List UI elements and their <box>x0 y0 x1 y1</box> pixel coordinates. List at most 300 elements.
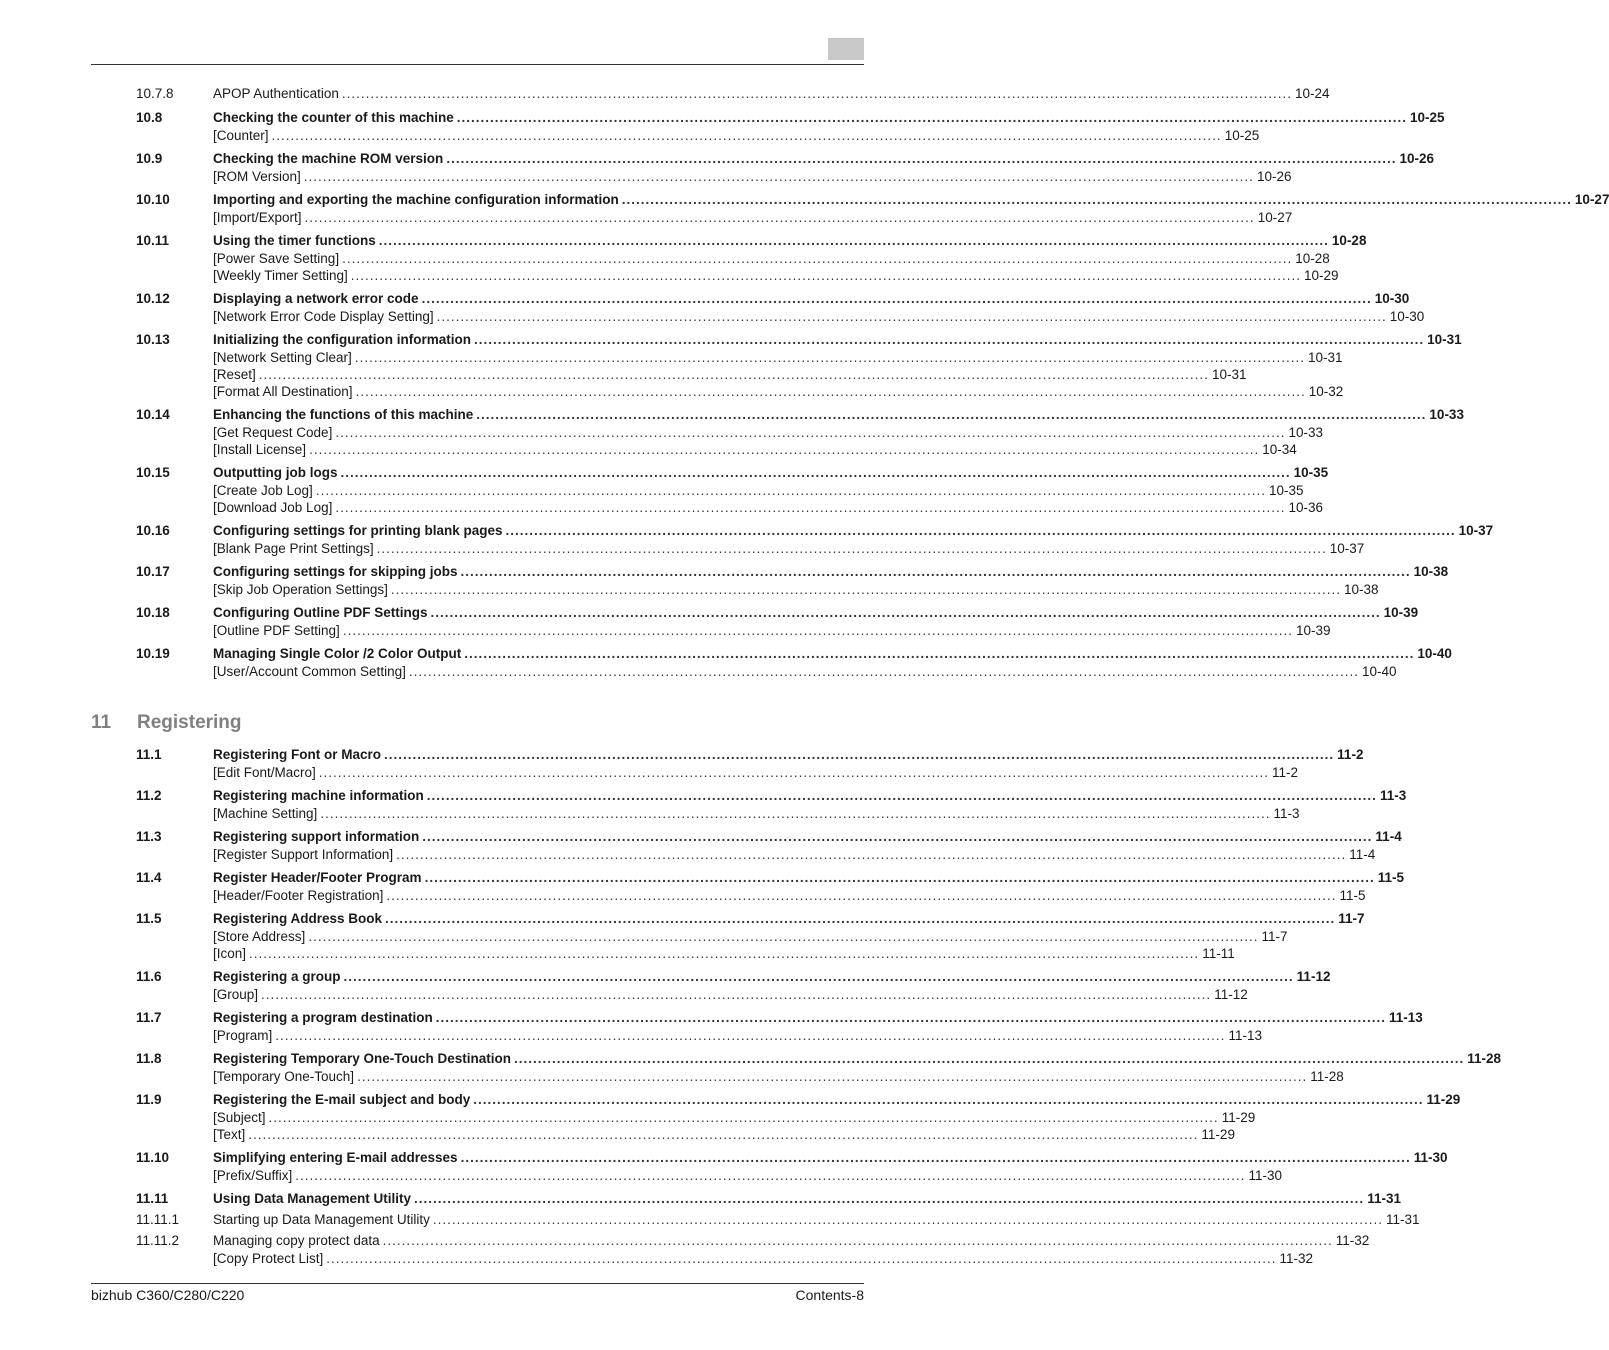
toc-leader-dots: ........................................................................................................................................................................................................ <box>446 151 1397 166</box>
toc-entry-page: 11-28 <box>1467 1051 1501 1066</box>
toc-entry-page: 11-30 <box>1248 1168 1282 1183</box>
header-rule <box>91 64 864 65</box>
toc-entry-line <box>213 267 1339 284</box>
toc-subentry[interactable] <box>91 250 1330 267</box>
toc-entry-line <box>213 1109 1256 1126</box>
toc-entry-line <box>213 1190 1401 1208</box>
toc-entry-title: [ROM Version] <box>213 169 301 184</box>
toc-entry-title: Using Data Management Utility <box>213 1191 412 1206</box>
toc-entry-number: 10.11 <box>136 233 170 248</box>
toc-entry-title: Checking the counter of this machine <box>213 110 454 125</box>
toc-entry-title: [Weekly Timer Setting] <box>213 268 348 283</box>
toc-entry-title: [Blank Page Print Settings] <box>213 541 374 556</box>
toc-entry[interactable] <box>91 968 1331 986</box>
toc-entry-number: 10.12 <box>136 291 170 306</box>
toc-entry-page: 11-3 <box>1379 788 1407 803</box>
toc-entry[interactable] <box>91 1232 1370 1250</box>
toc-entry-page: 11-31 <box>1367 1191 1401 1206</box>
toc-entry-number: 11.6 <box>136 969 162 984</box>
toc-subentry[interactable] <box>91 1109 1256 1126</box>
toc-entry-title: [Copy Protect List] <box>213 1251 324 1266</box>
toc-entry-page: 11-11 <box>1202 946 1235 961</box>
chapter-heading <box>91 706 864 736</box>
toc-entry-page: 11-4 <box>1375 829 1402 844</box>
toc-entry-number: 10.9 <box>136 151 163 166</box>
toc-entry-line <box>213 805 1300 822</box>
toc-entry-title: Managing Single Color /2 Color Output <box>213 646 462 661</box>
toc-entry-line <box>213 85 1330 103</box>
toc-entry-title: Registering support information <box>213 829 420 844</box>
toc-entry-title: Registering a program destination <box>213 1010 433 1025</box>
toc-entry-line <box>213 290 1410 308</box>
toc-leader-dots: ........................................................................................................................................................................................................ <box>248 1127 1199 1142</box>
toc-entry-title: Starting up Data Management Utility <box>213 1212 430 1227</box>
toc-entry[interactable] <box>91 406 1464 424</box>
toc-entry[interactable] <box>91 191 1609 209</box>
toc-entry[interactable] <box>91 464 1329 482</box>
toc-leader-dots: ........................................................................................................................................................................................................ <box>343 969 1294 984</box>
toc-entry[interactable] <box>91 85 1330 103</box>
toc-entry-number: 10.14 <box>136 407 170 422</box>
toc-entry-page: 11-7 <box>1261 929 1288 944</box>
toc-entry-number: 10.10 <box>136 192 170 207</box>
toc-subentry[interactable] <box>91 846 1376 863</box>
toc-entry-line <box>213 887 1366 904</box>
toc-entry-line <box>213 645 1452 663</box>
toc-leader-dots: ........................................................................................................................................................................................................ <box>424 870 1375 885</box>
toc-entry-number: 11.9 <box>136 1092 162 1107</box>
toc-entry-line <box>213 1068 1344 1085</box>
toc-entry-number: 11.3 <box>136 829 162 844</box>
toc-entry-page: 10-31 <box>1307 350 1343 365</box>
toc-entry-line <box>213 563 1449 581</box>
toc-section-11 <box>91 746 1501 1267</box>
toc-entry-page: 10-35 <box>1268 483 1304 498</box>
toc-leader-dots: ........................................................................................................................................................................................................ <box>473 332 1425 347</box>
toc-subentry[interactable] <box>91 267 1339 284</box>
toc-entry-title: [Subject] <box>213 1110 266 1125</box>
toc-leader-dots: ........................................................................................................................................................................................................ <box>422 829 1373 844</box>
toc-entry-line <box>213 928 1288 945</box>
footer-rule <box>91 1283 864 1284</box>
toc-leader-dots: ........................................................................................................................................................................................................ <box>261 987 1212 1002</box>
toc-leader-dots: ........................................................................................................................................................................................................ <box>384 747 1335 762</box>
toc-subentry[interactable] <box>91 127 1260 144</box>
toc-entry-page: 10-27 <box>1574 192 1609 207</box>
toc-leader-dots: ........................................................................................................................................................................................................ <box>414 1191 1365 1206</box>
toc-entry[interactable] <box>91 290 1410 308</box>
toc-entry-line <box>213 150 1434 168</box>
toc-entry-title: [Get Request Code] <box>213 425 333 440</box>
toc-entry-page: 11-5 <box>1339 888 1366 903</box>
toc-leader-dots: ........................................................................................................................................................................................................ <box>390 582 1342 597</box>
toc-subentry[interactable] <box>91 945 1235 962</box>
toc-entry-title: [Skip Job Operation Settings] <box>213 582 388 597</box>
toc-leader-dots: ........................................................................................................................................................................................................ <box>385 911 1336 926</box>
toc-entry-title: Registering Temporary One-Touch Destination <box>213 1051 512 1066</box>
toc-entry-title: [Store Address] <box>213 929 306 944</box>
toc-entry-page: 11-13 <box>1388 1010 1423 1025</box>
toc-entry-title: Configuring settings for skipping jobs <box>213 564 458 579</box>
toc-leader-dots: ........................................................................................................................................................................................................ <box>315 483 1266 498</box>
toc-entry-page: 11-5 <box>1377 870 1404 885</box>
toc-entry-page: 10-40 <box>1417 646 1452 661</box>
toc-entry-line <box>213 622 1331 639</box>
toc-entry-title: [Download Job Log] <box>213 500 333 515</box>
toc-entry-title: [Install License] <box>213 442 307 457</box>
toc-entry-line <box>213 331 1462 349</box>
toc-entry-page: 11-3 <box>1273 806 1300 821</box>
toc-entry-page: 10-39 <box>1295 623 1331 638</box>
toc-subentry[interactable] <box>91 1250 1313 1267</box>
toc-entry-number: 10.15 <box>136 465 170 480</box>
toc-entry[interactable] <box>91 869 1404 887</box>
toc-entry-line <box>213 424 1324 441</box>
toc-leader-dots: ........................................................................................................................................................................................................ <box>386 888 1337 903</box>
toc-entry[interactable] <box>91 787 1407 805</box>
toc-leader-dots: ........................................................................................................................................................................................................ <box>340 465 1291 480</box>
toc-entry-page: 10-35 <box>1293 465 1329 480</box>
toc-entry-number: 10.16 <box>136 523 170 538</box>
toc-entry-page: 10-36 <box>1288 500 1324 515</box>
toc-entry-page: 11-31 <box>1386 1212 1420 1227</box>
toc-leader-dots: ........................................................................................................................................................................................................ <box>258 367 1209 382</box>
toc-entry-page: 10-39 <box>1383 605 1419 620</box>
toc-leader-dots: ........................................................................................................................................................................................................ <box>342 251 1293 266</box>
toc-subentry[interactable] <box>91 1126 1235 1143</box>
toc-entry-number: 11.11 <box>136 1191 169 1206</box>
toc-leader-dots: ........................................................................................................................................................................................................ <box>309 442 1260 457</box>
toc-entry-line <box>213 109 1445 127</box>
toc-entry-title: [Outline PDF Setting] <box>213 623 340 638</box>
toc-entry-title: [Create Job Log] <box>213 483 313 498</box>
toc-leader-dots: ........................................................................................................................................................................................................ <box>249 946 1200 961</box>
toc-entry-number: 10.19 <box>136 646 170 661</box>
toc-entry[interactable] <box>91 522 1494 540</box>
toc-entry-page: 10-40 <box>1362 664 1397 679</box>
toc-entry-page: 11-28 <box>1310 1069 1344 1084</box>
toc-leader-dots: ........................................................................................................................................................................................................ <box>271 128 1222 143</box>
toc-entry[interactable] <box>91 150 1434 168</box>
toc-leader-dots: ........................................................................................................................................................................................................ <box>326 1251 1277 1266</box>
toc-leader-dots: ........................................................................................................................................................................................................ <box>456 110 1407 125</box>
toc-entry-page: 10-32 <box>1308 384 1344 399</box>
toc-subentry[interactable] <box>91 1068 1344 1085</box>
toc-entry-line <box>213 1167 1282 1184</box>
toc-entry-line <box>213 1211 1420 1229</box>
toc-entry-line <box>213 522 1494 540</box>
toc-entry-title: Using the timer functions <box>213 233 376 248</box>
toc-section-10 <box>91 85 1609 680</box>
toc-leader-dots: ........................................................................................................................................................................................................ <box>378 233 1329 248</box>
toc-entry-line <box>213 828 1402 846</box>
toc-subentry[interactable] <box>91 928 1288 945</box>
toc-entry-number: 10.8 <box>136 110 163 125</box>
toc-entry[interactable] <box>91 1050 1501 1068</box>
toc-entry-number: 10.7.8 <box>136 86 174 101</box>
toc-entry[interactable] <box>91 232 1367 250</box>
toc-entry-line <box>213 308 1425 325</box>
toc-leader-dots: ........................................................................................................................................................................................................ <box>514 1051 1465 1066</box>
toc-entry-line <box>213 846 1376 863</box>
toc-subentry[interactable] <box>91 209 1293 226</box>
toc-entry-page: 10-26 <box>1256 169 1292 184</box>
toc-entry-line <box>213 1009 1423 1027</box>
toc-entry-title: Simplifying entering E-mail addresses <box>213 1150 458 1165</box>
toc-entry-page: 10-28 <box>1295 251 1330 266</box>
toc-entry-title: [Reset] <box>213 367 256 382</box>
toc-entry-title: [Machine Setting] <box>213 806 318 821</box>
toc-entry-line <box>213 787 1407 805</box>
toc-entry-title: [Register Support Information] <box>213 847 394 862</box>
toc-entry-title: Configuring settings for printing blank pages <box>213 523 503 538</box>
toc-entry-line <box>213 250 1330 267</box>
toc-entry-page: 11-29 <box>1426 1092 1461 1107</box>
toc-leader-dots: ........................................................................................................................................................................................................ <box>505 523 1456 538</box>
table-of-contents <box>91 85 1609 1267</box>
toc-leader-dots: ........................................................................................................................................................................................................ <box>460 1150 1411 1165</box>
toc-entry-line <box>213 482 1304 499</box>
toc-leader-dots: ........................................................................................................................................................................................................ <box>341 86 1292 101</box>
toc-leader-dots: ........................................................................................................................................................................................................ <box>342 623 1293 638</box>
toc-entry-number: 11.10 <box>136 1150 170 1165</box>
toc-entry-page: 10-34 <box>1262 442 1297 457</box>
toc-entry-page: 10-30 <box>1374 291 1410 306</box>
toc-entry-title: Initializing the configuration information <box>213 332 471 347</box>
toc-leader-dots: ........................................................................................................................................................................................................ <box>464 646 1415 661</box>
toc-leader-dots: ........................................................................................................................................................................................................ <box>460 564 1411 579</box>
toc-entry-title: Register Header/Footer Program <box>213 870 422 885</box>
toc-entry-line <box>213 349 1343 366</box>
toc-leader-dots: ........................................................................................................................................................................................................ <box>335 500 1286 515</box>
toc-subentry[interactable] <box>91 581 1379 598</box>
toc-entry-title: [Group] <box>213 987 259 1002</box>
toc-entry-number: 11.8 <box>136 1051 162 1066</box>
toc-entry-number: 11.11.2 <box>136 1233 180 1248</box>
toc-entry-line <box>213 1027 1262 1044</box>
toc-entry-number: 10.13 <box>136 332 170 347</box>
chapter-number: 11 <box>91 712 112 733</box>
toc-leader-dots: ........................................................................................................................................................................................................ <box>382 1233 1333 1248</box>
toc-entry-title: [Edit Font/Macro] <box>213 765 316 780</box>
toc-leader-dots: ........................................................................................................................................................................................................ <box>473 1092 1424 1107</box>
chapter-title: Registering <box>137 712 242 733</box>
header-tab-marker <box>828 38 864 60</box>
toc-entry-line <box>213 1149 1448 1167</box>
toc-entry-page: 10-31 <box>1427 332 1462 347</box>
toc-entry-number: 11.5 <box>136 911 162 926</box>
toc-entry-line <box>213 764 1298 781</box>
toc-entry-page: 11-2 <box>1337 747 1364 762</box>
footer-page-number: Contents-8 <box>795 1287 864 1303</box>
toc-entry-line <box>213 1126 1235 1143</box>
toc-entry[interactable] <box>91 746 1364 764</box>
toc-entry-title: Managing copy protect data <box>213 1233 380 1248</box>
toc-entry-line <box>213 1250 1313 1267</box>
toc-leader-dots: ........................................................................................................................................................................................................ <box>350 268 1301 283</box>
toc-entry-title: [Prefix/Suffix] <box>213 1168 293 1183</box>
toc-entry-line <box>213 1050 1501 1068</box>
toc-subentry[interactable] <box>91 349 1343 366</box>
toc-entry-page: 10-29 <box>1303 268 1339 283</box>
toc-entry[interactable] <box>91 109 1445 127</box>
toc-entry-title: [User/Account Common Setting] <box>213 664 406 679</box>
toc-leader-dots: ........................................................................................................................................................................................................ <box>476 407 1427 422</box>
toc-entry-page: 10-24 <box>1295 86 1330 101</box>
toc-entry[interactable] <box>91 828 1402 846</box>
toc-entry-page: 10-33 <box>1429 407 1464 422</box>
toc-entry-title: APOP Authentication <box>213 86 339 101</box>
toc-leader-dots: ........................................................................................................................................................................................................ <box>308 929 1259 944</box>
toc-leader-dots: ........................................................................................................................................................................................................ <box>421 291 1372 306</box>
toc-entry-line <box>213 604 1419 622</box>
toc-entry-page: 10-25 <box>1409 110 1445 125</box>
toc-entry-page: 10-27 <box>1257 210 1293 225</box>
toc-entry-page: 10-31 <box>1211 367 1247 382</box>
toc-entry-page: 11-32 <box>1279 1251 1313 1266</box>
toc-entry[interactable] <box>91 1190 1401 1208</box>
toc-entry-page: 10-37 <box>1329 541 1365 556</box>
toc-entry-line <box>213 191 1609 209</box>
toc-entry-line <box>213 209 1293 226</box>
toc-entry-line <box>213 581 1379 598</box>
toc-entry-line <box>213 127 1260 144</box>
toc-entry-line <box>213 499 1324 516</box>
toc-leader-dots: ........................................................................................................................................................................................................ <box>435 1010 1386 1025</box>
toc-leader-dots: ........................................................................................................................................................................................................ <box>320 806 1271 821</box>
toc-leader-dots: ........................................................................................................................................................................................................ <box>318 765 1269 780</box>
toc-entry-title: [Network Setting Clear] <box>213 350 352 365</box>
toc-entry-title: Registering the E-mail subject and body <box>213 1092 471 1107</box>
toc-subentry[interactable] <box>91 383 1344 400</box>
toc-entry-line <box>213 1232 1370 1250</box>
toc-entry-title: Registering Font or Macro <box>213 747 382 762</box>
toc-entry-page: 10-38 <box>1413 564 1449 579</box>
toc-subentry[interactable] <box>91 168 1292 185</box>
toc-subentry[interactable] <box>91 986 1248 1003</box>
toc-subentry[interactable] <box>91 308 1425 325</box>
toc-entry-page: 10-38 <box>1344 582 1379 597</box>
toc-leader-dots: ........................................................................................................................................................................................................ <box>268 1110 1219 1125</box>
toc-leader-dots: ........................................................................................................................................................................................................ <box>303 169 1254 184</box>
toc-entry-line <box>213 968 1331 986</box>
toc-entry-number: 11.1 <box>136 747 162 762</box>
toc-leader-dots: ........................................................................................................................................................................................................ <box>295 1168 1246 1183</box>
toc-entry-page: 10-26 <box>1399 151 1434 166</box>
toc-entry-line <box>213 945 1235 962</box>
toc-entry-line <box>213 168 1292 185</box>
toc-subentry[interactable] <box>91 764 1298 781</box>
toc-subentry[interactable] <box>91 540 1365 557</box>
toc-entry-line <box>213 869 1404 887</box>
toc-entry-line <box>213 232 1367 250</box>
toc-entry-line <box>213 383 1344 400</box>
toc-entry[interactable] <box>91 1091 1461 1109</box>
toc-entry[interactable] <box>91 910 1365 928</box>
toc-entry-line <box>213 1091 1461 1109</box>
toc-subentry[interactable] <box>91 1027 1262 1044</box>
toc-subentry[interactable] <box>91 499 1324 516</box>
toc-entry-page: 11-13 <box>1228 1028 1262 1043</box>
toc-leader-dots: ........................................................................................................................................................................................................ <box>396 847 1347 862</box>
toc-leader-dots: ........................................................................................................................................................................................................ <box>430 605 1381 620</box>
toc-subentry[interactable] <box>91 663 1397 680</box>
toc-entry-line <box>213 366 1247 383</box>
toc-subentry[interactable] <box>91 887 1366 904</box>
toc-entry-number: 10.17 <box>136 564 170 579</box>
toc-entry-title: Registering Address Book <box>213 911 383 926</box>
toc-entry[interactable] <box>91 1211 1420 1229</box>
toc-entry-page: 11-29 <box>1201 1127 1235 1142</box>
toc-entry-line <box>213 986 1248 1003</box>
toc-leader-dots: ........................................................................................................................................................................................................ <box>408 664 1359 679</box>
toc-entry[interactable] <box>91 1149 1448 1167</box>
toc-entry-title: Importing and exporting the machine configuration information <box>213 192 619 207</box>
toc-entry-page: 11-12 <box>1296 969 1331 984</box>
toc-leader-dots: ........................................................................................................................................................................................................ <box>355 384 1306 399</box>
toc-subentry[interactable] <box>91 441 1297 458</box>
toc-entry-title: [Network Error Code Display Setting] <box>213 309 434 324</box>
toc-entry[interactable] <box>91 645 1452 663</box>
toc-entry[interactable] <box>91 563 1449 581</box>
toc-entry-page: 11-7 <box>1338 911 1365 926</box>
toc-entry-title: Displaying a network error code <box>213 291 419 306</box>
toc-entry-page: 10-28 <box>1331 233 1367 248</box>
toc-entry-page: 10-25 <box>1224 128 1260 143</box>
toc-leader-dots: ........................................................................................................................................................................................................ <box>335 425 1286 440</box>
toc-entry-title: Outputting job logs <box>213 465 338 480</box>
toc-subentry[interactable] <box>91 805 1300 822</box>
toc-entry-page: 11-4 <box>1349 847 1376 862</box>
toc-entry[interactable] <box>91 604 1419 622</box>
toc-entry-title: [Counter] <box>213 128 269 143</box>
toc-leader-dots: ........................................................................................................................................................................................................ <box>432 1212 1384 1227</box>
toc-subentry[interactable] <box>91 622 1331 639</box>
toc-entry-title: [Header/Footer Registration] <box>213 888 384 903</box>
toc-entry-page: 11-12 <box>1214 987 1248 1002</box>
toc-entry[interactable] <box>91 1009 1423 1027</box>
toc-entry[interactable] <box>91 331 1462 349</box>
toc-leader-dots: ........................................................................................................................................................................................................ <box>304 210 1255 225</box>
footer-product-name: bizhub C360/C280/C220 <box>91 1287 245 1303</box>
toc-entry-page: 11-2 <box>1271 765 1298 780</box>
toc-entry-page: 11-30 <box>1413 1150 1448 1165</box>
toc-entry-page: 11-29 <box>1221 1110 1256 1125</box>
toc-entry-line <box>213 441 1297 458</box>
toc-entry-title: [Format All Destination] <box>213 384 353 399</box>
toc-entry-title: [Text] <box>213 1127 246 1142</box>
toc-entry-title: [Icon] <box>213 946 247 961</box>
toc-entry-page: 11-32 <box>1335 1233 1370 1248</box>
toc-entry-title: Registering machine information <box>213 788 424 803</box>
toc-subentry[interactable] <box>91 366 1247 383</box>
toc-entry-title: Registering a group <box>213 969 341 984</box>
toc-subentry[interactable] <box>91 1167 1282 1184</box>
toc-entry-number: 11.4 <box>136 870 162 885</box>
toc-entry-page: 10-30 <box>1389 309 1425 324</box>
toc-leader-dots: ........................................................................................................................................................................................................ <box>376 541 1327 556</box>
toc-subentry[interactable] <box>91 482 1304 499</box>
toc-entry-line <box>213 910 1365 928</box>
toc-entry-title: [Import/Export] <box>213 210 302 225</box>
toc-subentry[interactable] <box>91 424 1324 441</box>
toc-leader-dots: ........................................................................................................................................................................................................ <box>357 1069 1308 1084</box>
toc-entry-title: [Program] <box>213 1028 273 1043</box>
toc-entry-page: 10-37 <box>1458 523 1494 538</box>
toc-leader-dots: ........................................................................................................................................................................................................ <box>275 1028 1226 1043</box>
toc-entry-title: [Temporary One-Touch] <box>213 1069 355 1084</box>
toc-leader-dots: ........................................................................................................................................................................................................ <box>621 192 1572 207</box>
